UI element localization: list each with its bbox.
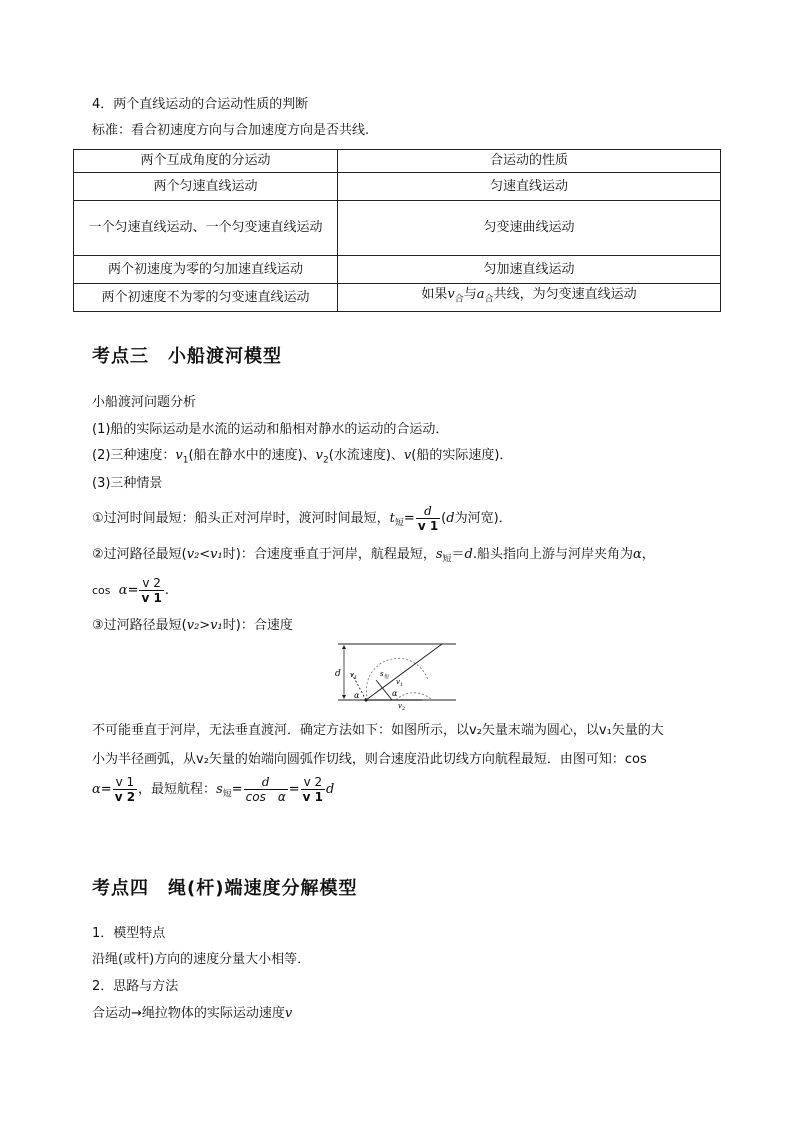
subscript: 2: [323, 455, 329, 466]
table-cell: 匀变速曲线运动: [338, 201, 721, 256]
var-v2: v: [315, 448, 324, 463]
var-s: s: [216, 782, 223, 797]
numerator: v 2: [139, 576, 163, 591]
text: 时)：合速度: [222, 618, 293, 633]
equals: =: [127, 583, 139, 598]
table-cell: 两个初速度不为零的匀变速直线运动: [74, 284, 338, 312]
denominator: v 1: [141, 591, 162, 605]
text: (船在静水中的速度)、: [188, 448, 316, 463]
kd3-p2: [92, 447, 512, 470]
subscript: 短: [383, 674, 389, 680]
subscript: 2: [401, 706, 406, 710]
resultant-path: [366, 644, 442, 700]
fraction: [139, 576, 163, 605]
table-row: [74, 256, 721, 284]
text: ②过河路径最短(: [92, 547, 187, 562]
denominator: v 1: [417, 519, 439, 533]
var: v: [350, 671, 354, 679]
table-row: [74, 173, 721, 201]
kd3-scenario-2-cos: [92, 576, 169, 606]
denominator: v 2: [114, 790, 136, 804]
numerator: d: [244, 775, 288, 790]
label-v1b: [396, 678, 403, 688]
var: s: [380, 670, 384, 678]
kd4-l4: [92, 1005, 292, 1023]
subscript: 短: [442, 554, 452, 565]
table-cell-formula: [338, 284, 721, 312]
kd4-l3: 2．思路与方法: [92, 979, 179, 994]
section-4-title: 4．两个直线运动的合运动性质的判断: [92, 97, 309, 112]
kd3-p1: (1)船的实际运动是水流的运动和船相对静水的运动的合运动．: [92, 422, 449, 437]
text: ，: [641, 547, 655, 562]
subscript: 1: [399, 682, 404, 688]
equals: =: [100, 782, 112, 797]
var: v: [396, 678, 400, 686]
var-v: v: [447, 287, 455, 303]
river-crossing-diagram: [332, 640, 460, 710]
var-alpha: α: [633, 547, 642, 562]
text: ①过河时间最短：船头正对河岸时，渡河时间最短，: [92, 511, 390, 526]
var-v: v: [284, 1006, 293, 1021]
text: 为河宽)．: [454, 511, 512, 526]
var-d: d: [464, 547, 473, 562]
kd3-scenario-1: ①过河时间最短：船头正对河岸时，渡河时间最短，$t_短=$ $\frac{d}{v 1}$ (d为河宽)．: [92, 504, 512, 533]
subscript: 合: [454, 294, 464, 305]
var-alpha: α: [118, 583, 128, 598]
equals: =: [288, 782, 300, 797]
text: 时)：合速度垂直于河岸，航程最短，: [222, 547, 436, 562]
fraction: [244, 775, 288, 804]
table-cell: 一个匀速直线运动、一个匀变速直线运动: [74, 201, 338, 256]
text: 与: [463, 287, 477, 303]
subscript: 合: [484, 294, 494, 305]
subscript: 1: [182, 455, 189, 466]
condition: v₂<v₁: [186, 547, 223, 562]
v1-arc: [396, 693, 432, 700]
text-cos: cos: [92, 584, 111, 597]
kd4-l1: 1．模型特点: [92, 926, 166, 941]
fraction: [301, 775, 325, 804]
label-v1: [350, 671, 357, 681]
var-d: d: [326, 782, 335, 797]
subscript: 短: [222, 789, 232, 800]
text: (2)三种速度：: [92, 448, 176, 463]
text: 合运动→绳拉物体的实际运动速度: [92, 1006, 285, 1021]
numerator: d: [416, 504, 440, 519]
var-alpha: α: [92, 782, 101, 797]
table-row: [74, 201, 721, 256]
numerator: v 2: [301, 775, 325, 790]
var-v: v: [403, 448, 412, 463]
section-4-standard: 标准：看合初速度方向与合加速度方向是否共线.: [92, 123, 370, 138]
var-s: s: [435, 547, 443, 562]
kd3-para-3: [92, 774, 334, 811]
text: .: [164, 583, 169, 598]
text: .船头指向上游与河岸夹角为: [472, 547, 633, 562]
text: 共线，为匀变速直线运动: [493, 287, 637, 303]
var-v1: v: [175, 448, 183, 463]
subscript: 短: [394, 518, 404, 529]
table-cell: 匀速直线运动: [338, 173, 721, 201]
table-cell: 两个初速度为零的匀加速直线运动: [74, 256, 338, 284]
kd3-para-1: 不可能垂直于河岸，无法垂直渡河．确定方法如下：如图所示，以v₂矢量末端为圆心，以v₁矢量的大: [92, 723, 664, 738]
width-arrow-bottom: [342, 695, 346, 699]
start-point: [364, 698, 367, 701]
table-cell: 两个匀速直线运动: [74, 173, 338, 201]
kd3-intro: 小船渡河问题分析: [92, 395, 197, 410]
fraction: [113, 775, 137, 804]
text: (船的实际速度)．: [411, 448, 513, 463]
kd3-scenario-2: [92, 546, 655, 569]
label-d: d: [335, 669, 341, 679]
equals: ＝: [451, 547, 465, 562]
text: (水流速度)、: [328, 448, 404, 463]
table-header-row: [74, 150, 721, 173]
width-arrow-top: [342, 645, 346, 649]
kd3-para-2: 小为半径画弧，从v₂矢量的始端向圆弧作切线，则合速度沿此切线方向航程最短．由图可知：cos: [92, 752, 647, 767]
text: 如果: [421, 287, 448, 303]
kd3-p3: (3)三种情景: [92, 476, 163, 491]
var: v: [398, 702, 402, 710]
text: ③过河路径最短(: [92, 618, 187, 633]
table-header-cell: 两个互成角度的分运动: [74, 150, 338, 173]
text: ，最短航程：: [138, 782, 217, 797]
section-title-kd4: 考点四 绳(杆)端速度分解模型: [92, 878, 358, 899]
kd4-l2: 沿绳(或杆)方向的速度分量大小相等．: [92, 952, 311, 967]
label-v2: [398, 702, 405, 710]
table-row: [74, 284, 721, 312]
var-a: a: [476, 287, 485, 303]
condition: v₂>v₁: [186, 618, 223, 633]
table-header-cell: 合运动的性质: [338, 150, 721, 173]
denominator: cos α: [245, 790, 286, 804]
label-s: [380, 670, 390, 680]
equals: =: [231, 782, 243, 797]
label-alpha: α: [354, 691, 360, 700]
numerator: v 1: [113, 775, 137, 790]
fraction: [416, 504, 440, 533]
table-cell: 匀加速直线运动: [338, 256, 721, 284]
section-title-kd3: 考点三 小船渡河模型: [92, 346, 282, 367]
motion-table: [73, 149, 721, 312]
label-alpha: α: [392, 689, 398, 698]
var-d: d: [446, 511, 455, 526]
kd3-scenario-3: [92, 617, 293, 635]
var-t: t: [389, 511, 395, 526]
equals: =: [403, 511, 415, 526]
subscript: 1: [353, 675, 358, 681]
denominator: v 1: [302, 790, 324, 804]
